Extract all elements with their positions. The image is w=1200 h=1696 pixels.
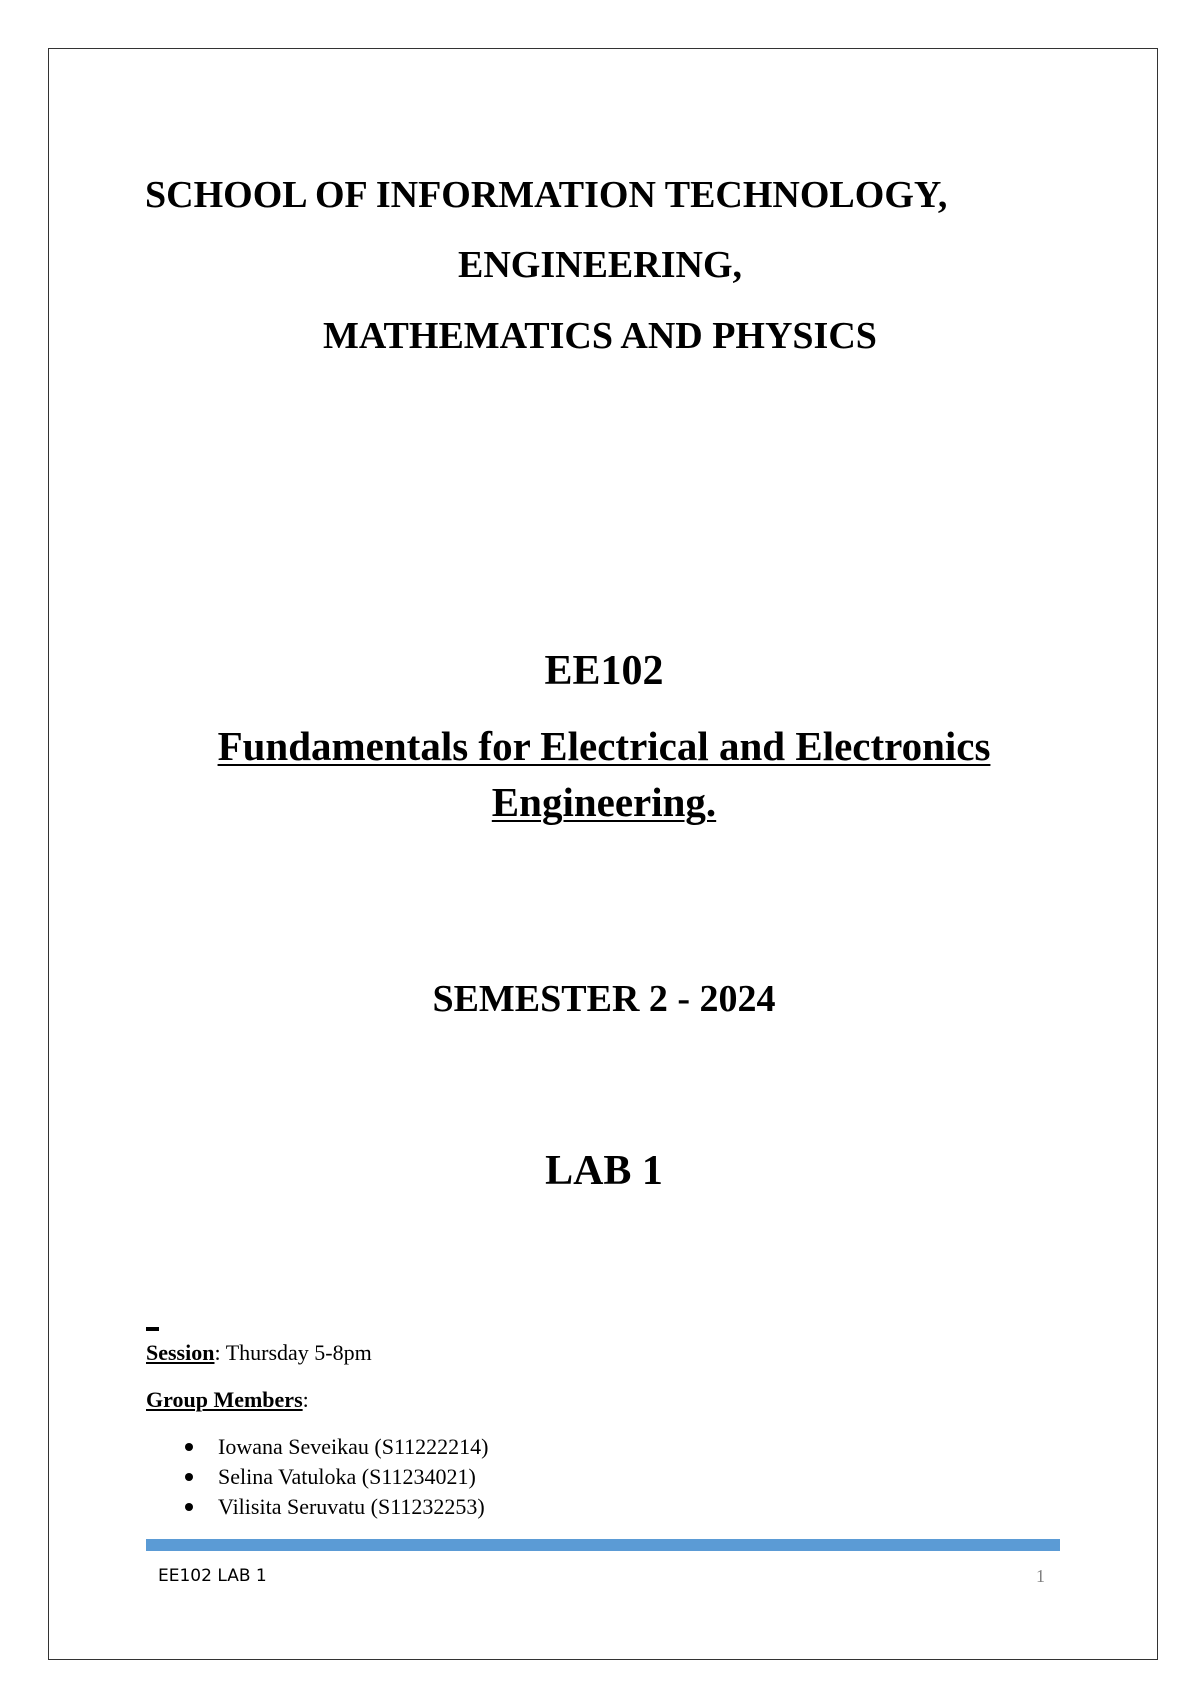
session-separator: : [214, 1340, 221, 1365]
list-item [180, 1492, 488, 1522]
school-name-line-1: SCHOOL OF INFORMATION TECHNOLOGY, [145, 174, 948, 216]
group-members-separator: : [302, 1387, 309, 1412]
page-border [48, 48, 1158, 1660]
course-name-line-1: Fundamentals for Electrical and Electronics [217, 723, 991, 769]
group-members-line [146, 1389, 309, 1411]
bullet-icon [185, 1443, 193, 1451]
bullet-icon [185, 1473, 193, 1481]
school-name-line-3: MATHEMATICS AND PHYSICS [323, 315, 877, 357]
school-name-line-2: ENGINEERING, [458, 244, 742, 286]
member-name: Vilisita Seruvatu (S11232253) [218, 1494, 485, 1519]
member-name: Selina Vatuloka (S11234021) [218, 1464, 476, 1489]
footer-rule [146, 1539, 1060, 1551]
course-code: EE102 [544, 648, 664, 694]
list-item [180, 1432, 488, 1462]
page-number: 1 [1036, 1566, 1045, 1586]
group-members-list [180, 1432, 488, 1522]
session-value: Thursday 5-8pm [220, 1340, 372, 1365]
course-name [150, 718, 1058, 830]
footer-text: EE102 LAB 1 [158, 1566, 267, 1586]
list-item [180, 1462, 488, 1492]
semester-heading: SEMESTER 2 - 2024 [432, 978, 776, 1020]
dash-mark [146, 1327, 159, 1331]
member-name: Iowana Seveikau (S11222214) [218, 1434, 489, 1459]
session-line [146, 1342, 372, 1364]
group-members-label: Group Members [146, 1387, 303, 1412]
course-name-line-2: Engineering. [491, 779, 717, 825]
lab-heading: LAB 1 [545, 1148, 663, 1194]
bullet-icon [185, 1503, 193, 1511]
session-label: Session [146, 1340, 215, 1365]
